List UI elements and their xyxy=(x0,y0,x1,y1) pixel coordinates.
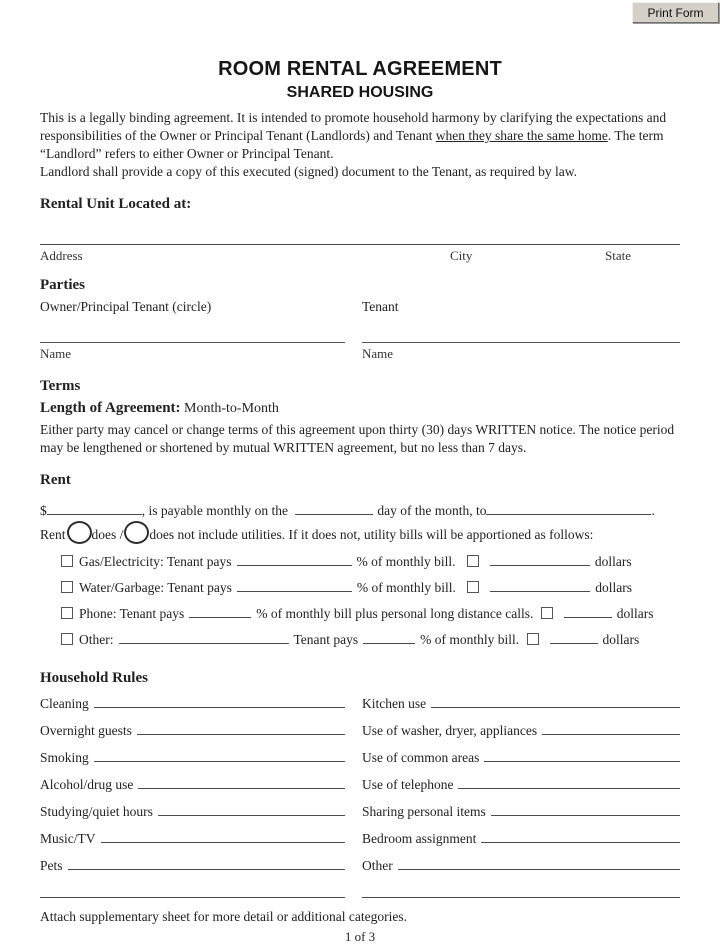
gas-dollars-checkbox[interactable] xyxy=(467,555,479,567)
address-label: Address xyxy=(40,248,83,263)
parties-name-lines-row xyxy=(40,341,680,362)
phone-dollars-checkbox[interactable] xyxy=(541,607,553,619)
utility-mid1-text: Tenant pays xyxy=(293,632,359,647)
length-of-agreement-row xyxy=(40,400,680,417)
phone-dollars-fill-line[interactable] xyxy=(564,613,612,618)
does-choice-circle[interactable] xyxy=(67,521,92,544)
washer-dryer-fill-line[interactable] xyxy=(542,733,680,735)
utility-label: Other: xyxy=(79,632,114,647)
tenant-label: Tenant xyxy=(362,299,399,314)
water-dollars-fill-line[interactable] xyxy=(490,587,590,592)
gas-dollars-fill-line[interactable] xyxy=(490,561,590,566)
owner-principal-tenant-label: Owner/Principal Tenant (circle) xyxy=(40,299,212,314)
intro-text-3: Landlord shall provide a copy of this executed (signed) document to the Tenant, as required by law. xyxy=(40,164,578,179)
page-number: 1 of 3 xyxy=(344,929,376,944)
household-rule-label: Bedroom assignment xyxy=(362,831,477,846)
household-rule-label: Kitchen use xyxy=(362,696,427,711)
household-rule-label: Use of common areas xyxy=(362,750,480,765)
bedroom-assignment-fill-line[interactable] xyxy=(481,841,680,843)
owner-name-label: Name xyxy=(40,346,72,361)
cleaning-fill-line[interactable] xyxy=(94,706,345,708)
document-subtitle: SHARED HOUSING xyxy=(286,84,434,101)
gas-percent-fill-line[interactable] xyxy=(237,561,352,566)
print-form-button[interactable]: Print Form xyxy=(632,2,719,23)
length-of-agreement-label: Length of Agreement: xyxy=(40,400,181,416)
rules-row xyxy=(40,723,680,739)
rent-utilities-choice-line xyxy=(40,521,680,544)
choice-separator: / xyxy=(119,527,124,542)
household-rule-label: Other xyxy=(362,858,393,873)
household-rule-label: Sharing personal items xyxy=(362,804,486,819)
utilities-choice-rest: include utilities. If it does not, utility bills will be apportioned as follows: xyxy=(198,527,594,542)
intro-underlined-text: when they share the same home xyxy=(435,128,608,143)
utility-label: Water/Garbage: Tenant pays xyxy=(79,580,232,595)
intro-text-2: . The term “Landlord” refers to either Owner or Principal Tenant. xyxy=(40,128,664,161)
other-rule-fill-line[interactable] xyxy=(398,868,680,870)
rent-heading: Rent xyxy=(40,472,71,488)
terms-body: Either party may cancel or change terms of this agreement upon thirty (30) days WRITTEN notice. The notice period may be lengthened or shortened by mutual WRITTEN agreement, but no less than 7 days. xyxy=(40,422,675,455)
rules-row xyxy=(40,750,680,766)
household-rule-label: Overnight guests xyxy=(40,723,132,738)
utility-suffix: dollars xyxy=(602,632,640,647)
household-rule-label: Use of washer, dryer, appliances xyxy=(362,723,538,738)
does-not-option[interactable]: does not xyxy=(149,527,195,542)
rent-amount-fill-line[interactable] xyxy=(47,510,142,515)
kitchen-use-fill-line[interactable] xyxy=(431,706,680,708)
rent-word: Rent xyxy=(40,527,66,542)
utility-mid-text: % of monthly bill. xyxy=(420,632,520,647)
household-rule-label: Use of telephone xyxy=(362,777,454,792)
rent-day-fill-line[interactable] xyxy=(295,510,373,515)
household-rule-label: Alcohol/drug use xyxy=(40,777,134,792)
terms-heading: Terms xyxy=(40,378,81,394)
utility-label: Gas/Electricity: Tenant pays xyxy=(79,554,232,569)
other-dollars-fill-line[interactable] xyxy=(550,639,598,644)
rules-row xyxy=(40,831,680,847)
utility-mid-text: % of monthly bill. xyxy=(356,554,456,569)
utility-suffix: dollars xyxy=(616,606,654,621)
household-rule-label: Cleaning xyxy=(40,696,89,711)
household-rule-label: Pets xyxy=(40,858,63,873)
other-dollars-checkbox[interactable] xyxy=(527,633,539,645)
utility-mid-text: % of monthly bill plus personal long distance calls. xyxy=(256,606,534,621)
gas-electricity-checkbox[interactable] xyxy=(61,555,73,567)
rules-row xyxy=(40,804,680,820)
address-labels-row xyxy=(40,245,680,263)
utility-row-other xyxy=(61,632,680,648)
intro-text-1: This is a legally binding agreement. It is intended to promote household harmony by clarifying the expectations and responsibilities of the Owner or Principal Tenant (Landlords) and Tenant xyxy=(40,110,667,143)
other-percent-fill-line[interactable] xyxy=(363,639,415,644)
household-rules-heading: Household Rules xyxy=(40,670,148,686)
smoking-fill-line[interactable] xyxy=(94,760,345,762)
overnight-guests-fill-line[interactable] xyxy=(137,733,345,735)
state-label: State xyxy=(605,248,631,263)
music-tv-fill-line[interactable] xyxy=(101,841,346,843)
household-rule-label: Smoking xyxy=(40,750,89,765)
telephone-fill-line[interactable] xyxy=(458,787,680,789)
water-percent-fill-line[interactable] xyxy=(237,587,352,592)
common-areas-fill-line[interactable] xyxy=(484,760,680,762)
personal-items-fill-line[interactable] xyxy=(491,814,680,816)
utility-row-gas-electricity xyxy=(61,554,680,570)
intro-paragraph xyxy=(40,109,680,181)
water-dollars-checkbox[interactable] xyxy=(467,581,479,593)
rules-row xyxy=(40,696,680,712)
rules-row xyxy=(40,777,680,793)
length-of-agreement-value: Month-to-Month xyxy=(184,401,279,416)
does-not-choice-circle[interactable] xyxy=(124,521,149,544)
utility-label: Phone: Tenant pays xyxy=(79,606,185,621)
pets-fill-line[interactable] xyxy=(68,868,345,870)
supplementary-note: Attach supplementary sheet for more detail or additional categories. xyxy=(40,909,407,924)
other-utility-checkbox[interactable] xyxy=(61,633,73,645)
tenant-name-fill-line[interactable] xyxy=(362,341,680,343)
parties-heading: Parties xyxy=(40,277,85,293)
rules-row-blank xyxy=(40,896,680,902)
rental-unit-heading: Rental Unit Located at: xyxy=(40,196,192,212)
rules-row xyxy=(40,858,680,874)
rent-payable-text-2: day of the month, to xyxy=(377,503,487,518)
document-title: ROOM RENTAL AGREEMENT xyxy=(218,58,502,80)
city-label: City xyxy=(450,248,473,263)
utility-row-phone xyxy=(61,606,680,622)
household-rule-label: Studying/quiet hours xyxy=(40,804,153,819)
household-rule-label: Music/TV xyxy=(40,831,96,846)
parties-labels-row xyxy=(40,298,680,315)
extra-left-fill-line[interactable] xyxy=(40,896,345,898)
rent-payable-line xyxy=(40,503,680,519)
currency-symbol: $ xyxy=(40,503,47,518)
owner-name-fill-line[interactable] xyxy=(40,341,345,343)
tenant-name-label: Name xyxy=(362,346,394,361)
does-option[interactable]: does xyxy=(91,527,117,542)
phone-percent-fill-line[interactable] xyxy=(189,613,251,618)
extra-right-fill-line[interactable] xyxy=(362,896,680,898)
alcohol-drug-fill-line[interactable] xyxy=(138,787,345,789)
utility-mid-text: % of monthly bill. xyxy=(356,580,456,595)
rent-payee-fill-line[interactable] xyxy=(486,510,651,515)
rent-payable-text-1: , is payable monthly on the xyxy=(141,503,288,518)
other-description-fill-line[interactable] xyxy=(119,639,289,644)
utility-suffix: dollars xyxy=(594,554,632,569)
phone-checkbox[interactable] xyxy=(61,607,73,619)
utility-row-water-garbage xyxy=(61,580,680,596)
rent-payable-period: . xyxy=(651,503,655,518)
quiet-hours-fill-line[interactable] xyxy=(158,814,345,816)
utility-suffix: dollars xyxy=(595,580,633,595)
water-garbage-checkbox[interactable] xyxy=(61,581,73,593)
